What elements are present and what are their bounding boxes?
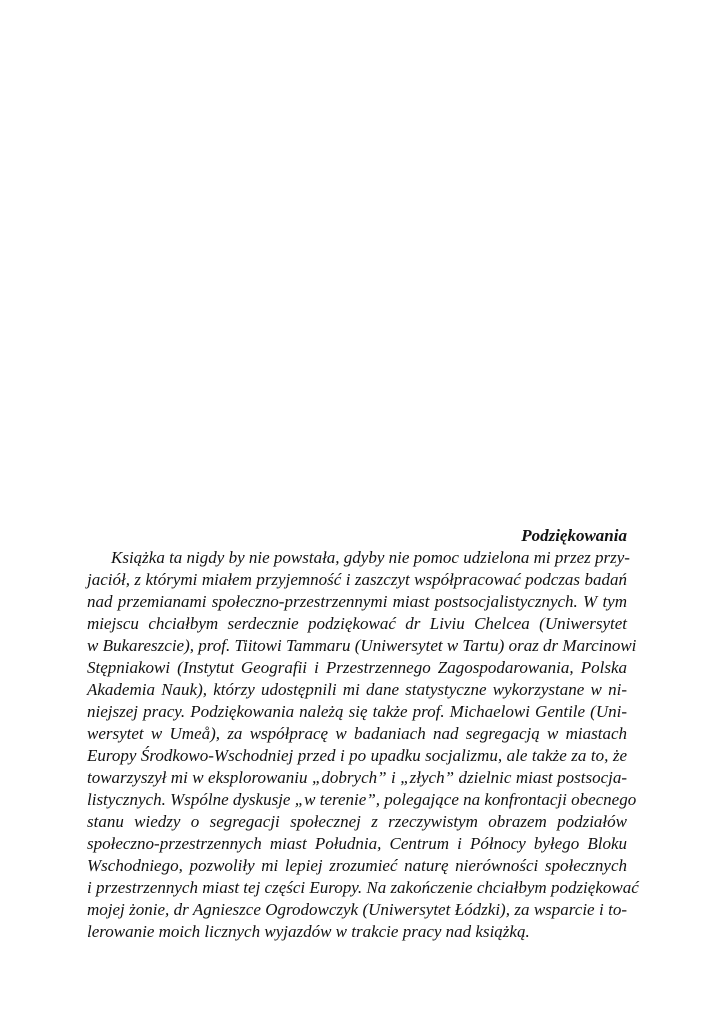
paragraph-line: społeczno-przestrzennych miast Południa, Centrum i Północy byłego Bloku: [87, 834, 627, 853]
paragraph-line: wersytet w Umeå), za współpracę w badaniach nad segregacją w miastach: [87, 724, 627, 743]
paragraph-line: Europy Środkowo-Wschodniej przed i po upadku socjalizmu, ale także za to, że: [87, 746, 627, 765]
paragraph-line: w Bukareszcie), prof. Tiitowi Tammaru (Uniwersytet w Tartu) oraz dr Marcinowi: [87, 636, 637, 655]
paragraph-line: i przestrzennych miast tej części Europy. Na zakończenie chciałbym podziękować: [87, 878, 639, 897]
paragraph-line: miejscu chciałbym serdecznie podziękować dr Liviu Chelcea (Uniwersytet: [87, 614, 627, 633]
paragraph-line: Akademia Nauk), którzy udostępnili mi dane statystyczne wykorzystane w ni-: [87, 680, 627, 699]
section-heading: Podziękowania: [521, 526, 627, 545]
paragraph-line: towarzyszył mi w eksplorowaniu „dobrych” i „złych” dzielnic miast postsocja-: [87, 768, 627, 787]
paragraph-line: jaciół, z którymi miałem przyjemność i zaszczyt współpracować podczas badań: [87, 570, 627, 589]
acknowledgements-paragraph: [87, 547, 639, 943]
paragraph-line: Książka ta nigdy by nie powstała, gdyby nie pomoc udzielona mi przez przy-: [111, 548, 630, 567]
paragraph-line: listycznych. Wspólne dyskusje „w terenie”, polegające na konfrontacji obecnego: [87, 790, 637, 809]
paragraph-line: stanu wiedzy o segregacji społecznej z rzeczywistym obrazem podziałów: [87, 812, 627, 831]
paragraph-line: niejszej pracy. Podziękowania należą się także prof. Michaelowi Gentile (Uni-: [87, 702, 627, 721]
acknowledgements-section: [87, 525, 639, 943]
paragraph-line: lerowanie moich licznych wyjazdów w trakcie pracy nad książką.: [87, 922, 530, 941]
paragraph-line: Stępniakowi (Instytut Geografii i Przestrzennego Zagospodarowania, Polska: [87, 658, 627, 677]
paragraph-line: Wschodniego, pozwoliły mi lepiej zrozumieć naturę nierówności społecznych: [87, 856, 627, 875]
paragraph-line: nad przemianami społeczno-przestrzennymi miast postsocjalistycznych. W tym: [87, 592, 627, 611]
paragraph-line: mojej żonie, dr Agnieszce Ogrodowczyk (Uniwersytet Łódzki), za wsparcie i to-: [87, 900, 627, 919]
